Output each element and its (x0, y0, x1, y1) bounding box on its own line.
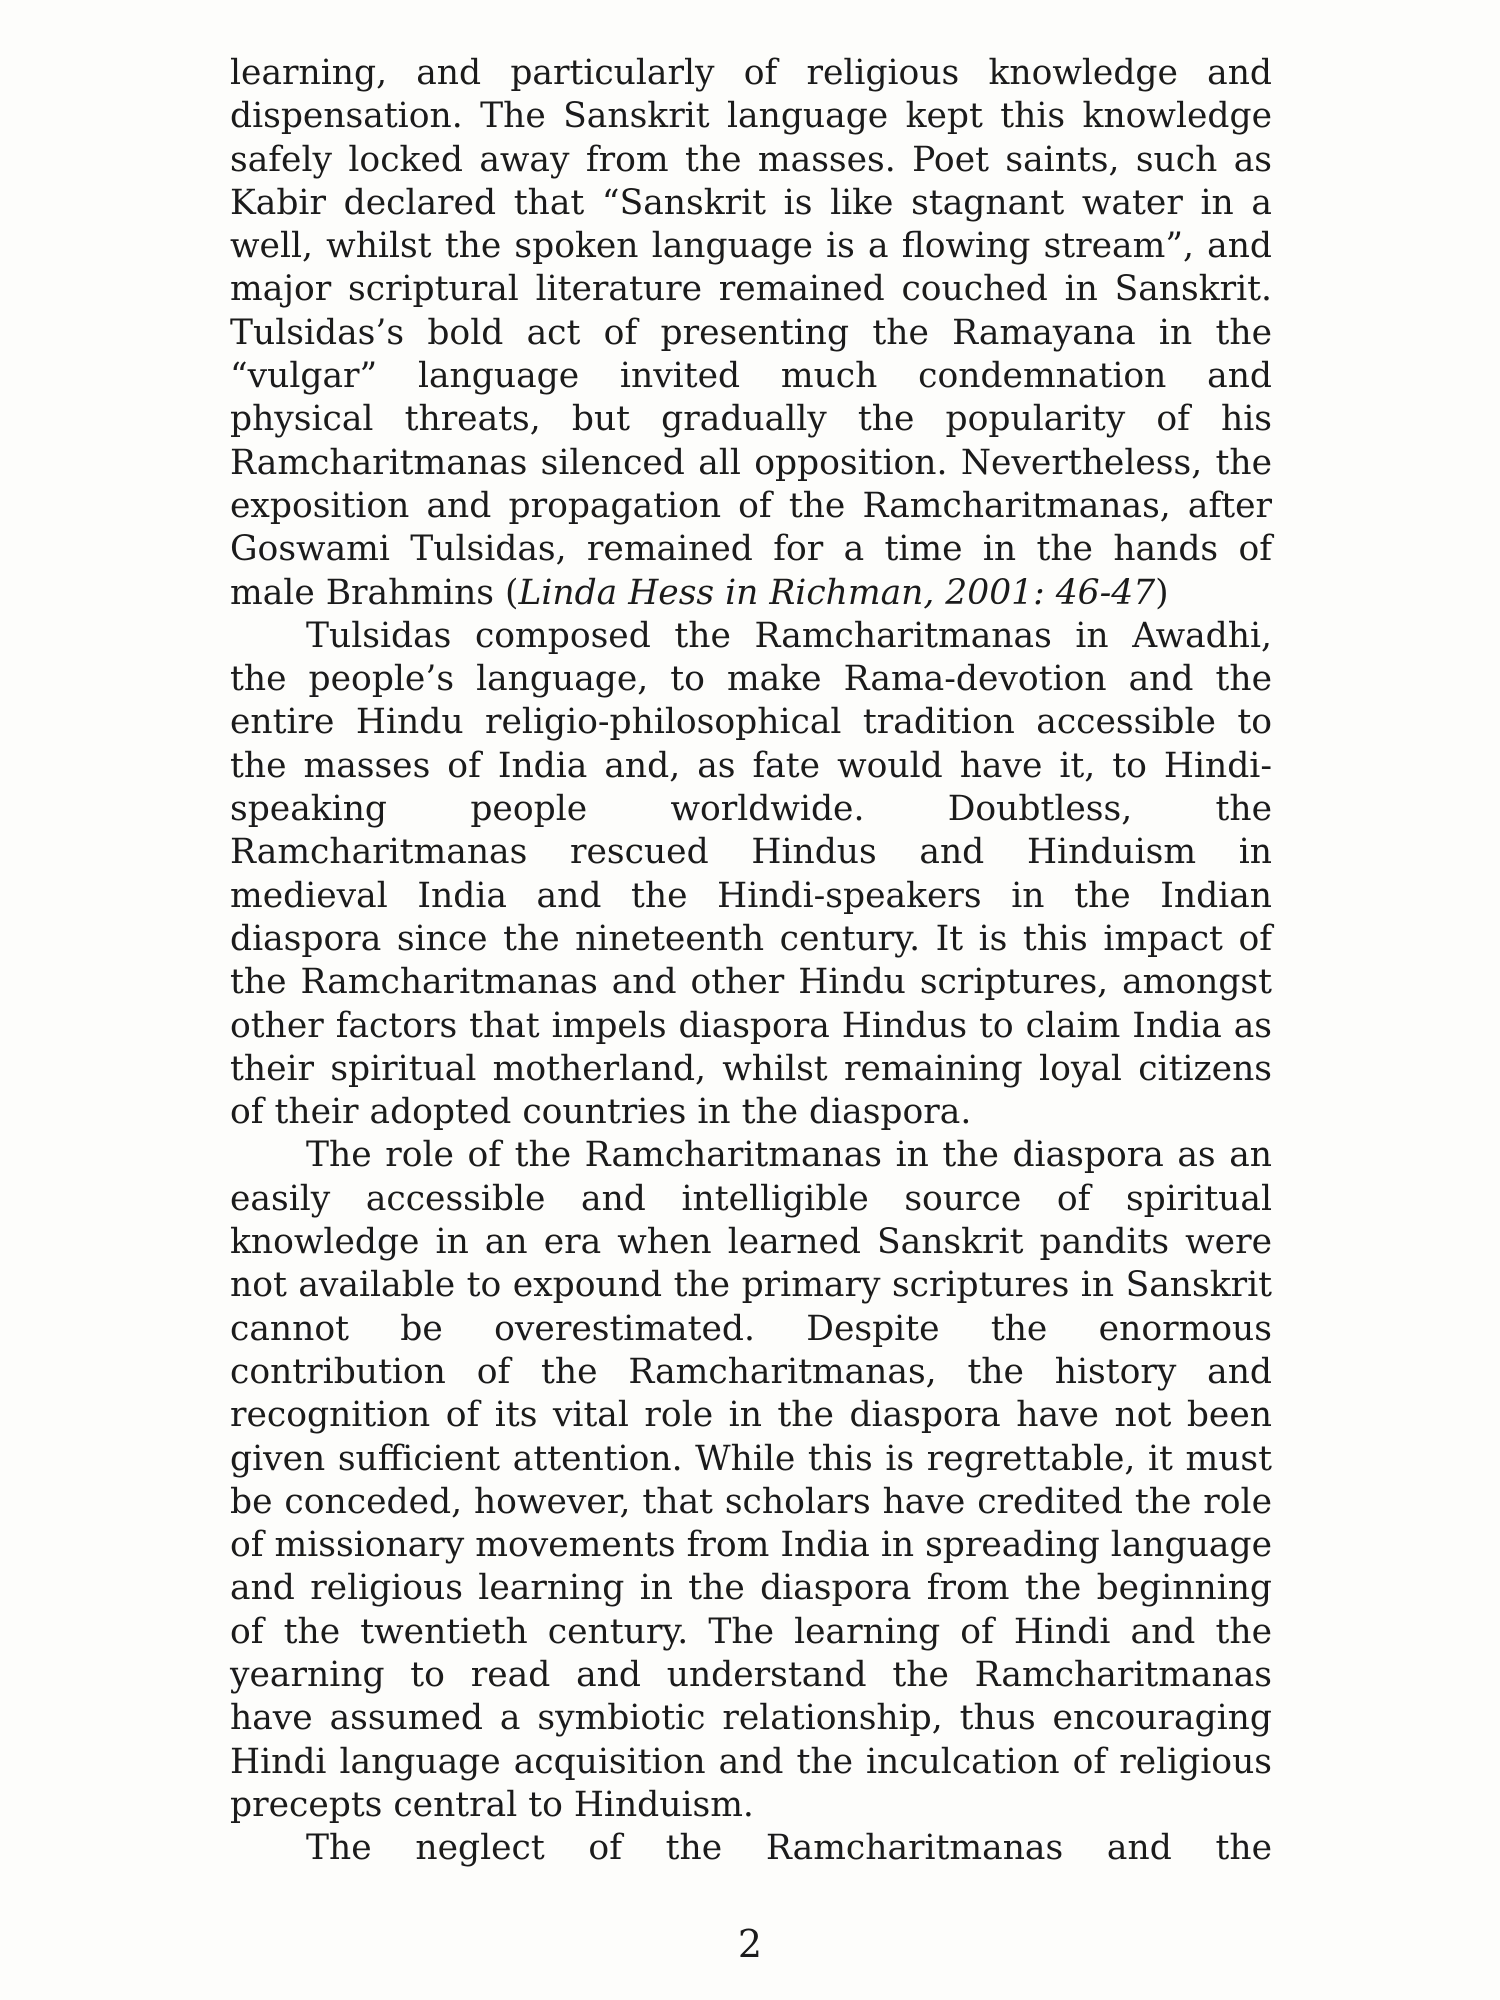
citation: Linda Hess in Richman, 2001: 46-47 (518, 572, 1156, 613)
paragraph-1 (230, 52, 1272, 615)
citation-close: ) (1155, 572, 1169, 613)
paragraph-2: Tulsidas composed the Ramcharitmanas in Awadhi, the people’s language, to make Rama-devotion and the entire Hindu religio-philosophical tradition accessible to the masses of India and, as fate would have it, to Hindi-speaking people worldwide. Doubtless, the Ramcharitmanas rescued Hindus and Hinduism in medieval India and the Hindi-speakers in the Indian diaspora since the nineteenth century. It is this impact of the Ramcharitmanas and other Hindu scriptures, amongst other factors that impels diaspora Hindus to claim India as their spiritual motherland, whilst remaining loyal citizens of their adopted countries in the diaspora. (230, 615, 1272, 1133)
page-number: 2 (737, 1922, 763, 1966)
paragraph-3: The role of the Ramcharitmanas in the diaspora as an easily accessible and intelligible source of spiritual knowledge in an era when learned Sanskrit pandits were not available to expound the primary scriptures in Sanskrit cannot be overestimated. Despite the enormous contribution of the Ramcharitmanas, the history and recognition of its vital role in the diaspora have not been given sufficient attention. While this is regrettable, it must be conceded, however, that scholars have credited the role of missionary movements from India in spreading language and religious learning in the diaspora from the beginning of the twentieth century. The learning of Hindi and the yearning to read and understand the Ramcharitmanas have assumed a symbiotic relationship, thus encouraging Hindi language acquisition and the inculcation of religious precepts central to Hinduism. (230, 1135, 1272, 1825)
paragraph-1-text: learning, and particularly of religious knowledge and dispensation. The Sanskrit language kept this knowledge safely locked away from the masses. Poet saints, such as Kabir declared that “Sanskrit is like stagnant water in a well, whilst the spoken language is a flowing stream”, and major scriptural literature remained couched in Sanskrit. Tulsidas’s bold act of presenting the Ramayana in the “vulgar” language invited much condemnation and physical threats, but gradually the popularity of his Ramcharitmanas silenced all opposition. Nevertheless, the exposition and propagation of the Ramcharitmanas, after Goswami Tulsidas, remained for a time in the hands of male Brahmins ( (230, 53, 1272, 613)
paragraph-4: The neglect of the Ramcharitmanas and the (306, 1828, 1272, 1869)
body-text (230, 52, 1272, 1870)
